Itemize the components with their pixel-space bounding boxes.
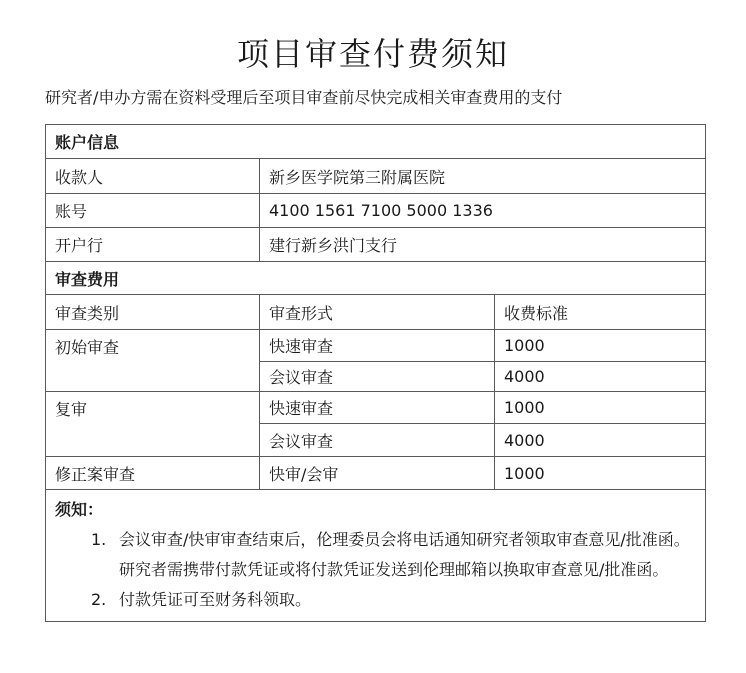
page-title: 项目审查付费须知 <box>236 35 509 73</box>
fees-heading: 审查费用 <box>46 262 706 295</box>
bank-value: 建行新乡洪门支行 <box>260 228 706 262</box>
payee-label: 收款人 <box>46 159 260 194</box>
fee-cell: 4000 <box>495 362 706 392</box>
fee-cell: 1000 <box>495 457 706 490</box>
fee-cell: 1000 <box>495 392 706 424</box>
form-cell: 快速审查 <box>260 330 495 362</box>
form-cell: 会议审查 <box>260 362 495 392</box>
table-row <box>46 457 706 490</box>
list-item-text: 会议审查/快审审查结束后，伦理委员会将电话通知研究者领取审查意见/批准函。研究者需携带付款凭证或将付款凭证发送到伦理邮箱以换取审查意见/批准函。 <box>119 530 690 579</box>
list-item-number: 2. <box>91 590 107 609</box>
notes-heading: 须知： <box>55 500 104 519</box>
column-header-fee: 收费标准 <box>495 295 706 330</box>
table-row <box>46 392 706 424</box>
account-heading: 账户信息 <box>46 125 706 159</box>
column-header-form: 审查形式 <box>260 295 495 330</box>
fee-notice-table <box>45 124 706 622</box>
notes-list <box>55 525 697 615</box>
table-row <box>46 330 706 362</box>
fee-cell: 4000 <box>495 424 706 457</box>
account-section-header <box>46 125 706 159</box>
category-cell: 修正案审查 <box>46 457 260 490</box>
notes-cell <box>46 490 706 622</box>
account-number-label: 账号 <box>46 194 260 228</box>
list-item <box>55 585 695 615</box>
category-cell: 复审 <box>46 392 260 457</box>
account-number-value: 4100 1561 7100 5000 1336 <box>260 194 706 228</box>
fees-column-header-row <box>46 295 706 330</box>
bank-label: 开户行 <box>46 228 260 262</box>
form-cell: 快审/会审 <box>260 457 495 490</box>
fee-cell: 1000 <box>495 330 706 362</box>
table-row <box>46 159 706 194</box>
table-row <box>46 228 706 262</box>
intro-text: 研究者/申办方需在资料受理后至项目审查前尽快完成相关审查费用的支付 <box>45 88 563 107</box>
table-row <box>46 194 706 228</box>
column-header-category: 审查类别 <box>46 295 260 330</box>
fees-section-header <box>46 262 706 295</box>
notes-row <box>46 490 706 622</box>
payee-value: 新乡医学院第三附属医院 <box>260 159 706 194</box>
category-cell: 初始审查 <box>46 330 260 392</box>
list-item-number: 1. <box>91 530 107 549</box>
list-item <box>55 525 695 585</box>
form-cell: 快速审查 <box>260 392 495 424</box>
form-cell: 会议审查 <box>260 424 495 457</box>
list-item-text: 付款凭证可至财务科领取。 <box>119 590 312 609</box>
